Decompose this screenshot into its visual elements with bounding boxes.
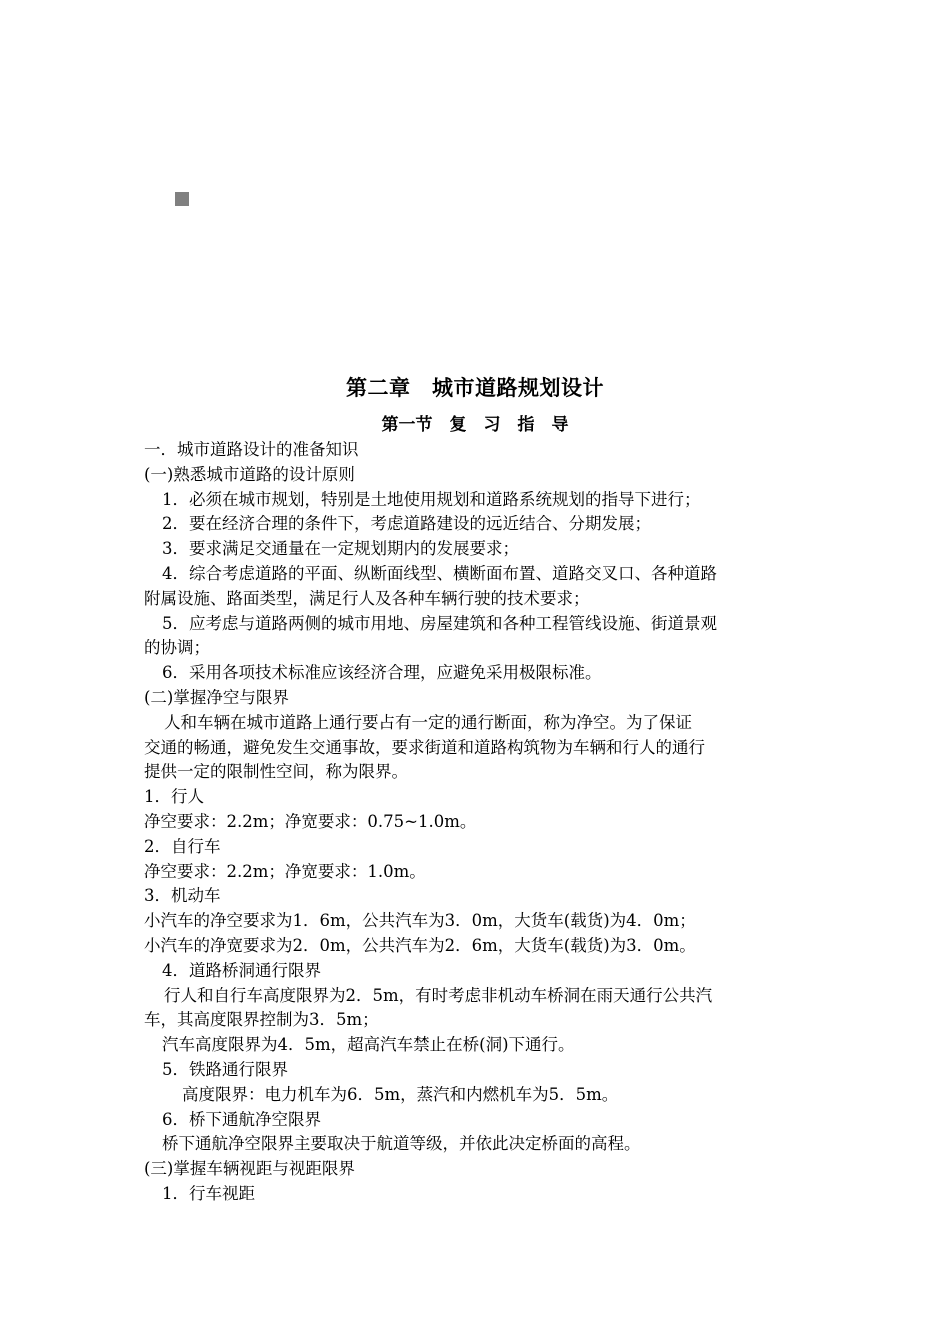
subheading: 5．铁路通行限界 bbox=[162, 1059, 288, 1079]
subheading: 1．行车视距 bbox=[162, 1183, 255, 1203]
paragraph-line: 桥下通航净空限界主要取决于航道等级，并依此决定桥面的高程。 bbox=[162, 1134, 641, 1154]
paragraph-line: 净空要求：2.2m；净宽要求：1.0m。 bbox=[144, 861, 426, 881]
heading-level-2: (二)掌握净空与限界 bbox=[144, 687, 289, 707]
list-item: 3．要求满足交通量在一定规划期内的发展要求； bbox=[162, 539, 519, 559]
bullet-square-icon bbox=[175, 192, 189, 206]
heading-level-2: (一)熟悉城市道路的设计原则 bbox=[144, 464, 355, 484]
list-item-continuation: 附属设施、路面类型，满足行人及各种车辆行驶的技术要求； bbox=[144, 588, 590, 608]
chapter-title: 第二章 城市道路规划设计 bbox=[346, 375, 604, 400]
list-item: 2．要在经济合理的条件下，考虑道路建设的远近结合、分期发展； bbox=[162, 514, 651, 534]
paragraph-line: 小汽车的净空要求为1．6m，公共汽车为3．0m，大货车(载货)为4．0m； bbox=[144, 911, 696, 931]
heading-level-2: (三)掌握车辆视距与视距限界 bbox=[144, 1159, 355, 1179]
list-item: 5．应考虑与道路两侧的城市用地、房屋建筑和各种工程管线设施、街道景观 bbox=[162, 613, 717, 633]
paragraph-line: 车，其高度限界控制为3．5m； bbox=[144, 1010, 379, 1030]
list-item: 4．综合考虑道路的平面、纵断面线型、横断面布置、道路交叉口、各种道路 bbox=[162, 563, 717, 583]
subheading: 4．道路桥洞通行限界 bbox=[162, 960, 321, 980]
heading-level-1: 一．城市道路设计的准备知识 bbox=[144, 440, 359, 459]
subheading: 6．桥下通航净空限界 bbox=[162, 1109, 321, 1129]
paragraph-line: 高度限界：电力机车为6．5m，蒸汽和内燃机车为5．5m。 bbox=[182, 1084, 619, 1104]
paragraph-line: 提供一定的限制性空间，称为限界。 bbox=[144, 762, 408, 782]
paragraph-line: 净空要求：2.2m；净宽要求：0.75~1.0m。 bbox=[144, 811, 477, 831]
subheading: 2．自行车 bbox=[144, 836, 221, 856]
list-item: 6．采用各项技术标准应该经济合理，应避免采用极限标准。 bbox=[162, 663, 602, 683]
document-body bbox=[144, 438, 810, 1207]
list-item-continuation: 的协调； bbox=[144, 638, 210, 658]
section-title: 第一节 复 习 指 导 bbox=[381, 415, 569, 435]
paragraph-line: 交通的畅通，避免发生交通事故，要求街道和道路构筑物为车辆和行人的通行 bbox=[144, 737, 705, 757]
paragraph-line: 人和车辆在城市道路上通行要占有一定的通行断面，称为净空。为了保证 bbox=[164, 712, 692, 732]
paragraph-line: 汽车高度限界为4．5m，超高汽车禁止在桥(洞)下通行。 bbox=[162, 1035, 575, 1055]
list-item: 1．必须在城市规划，特别是土地使用规划和道路系统规划的指导下进行； bbox=[162, 489, 701, 509]
paragraph-line: 小汽车的净宽要求为2．0m，公共汽车为2．6m，大货车(载货)为3．0m。 bbox=[144, 935, 696, 955]
paragraph-line: 行人和自行车高度限界为2．5m，有时考虑非机动车桥洞在雨天通行公共汽 bbox=[164, 985, 713, 1005]
subheading: 1．行人 bbox=[144, 787, 204, 807]
subheading: 3．机动车 bbox=[144, 886, 221, 906]
